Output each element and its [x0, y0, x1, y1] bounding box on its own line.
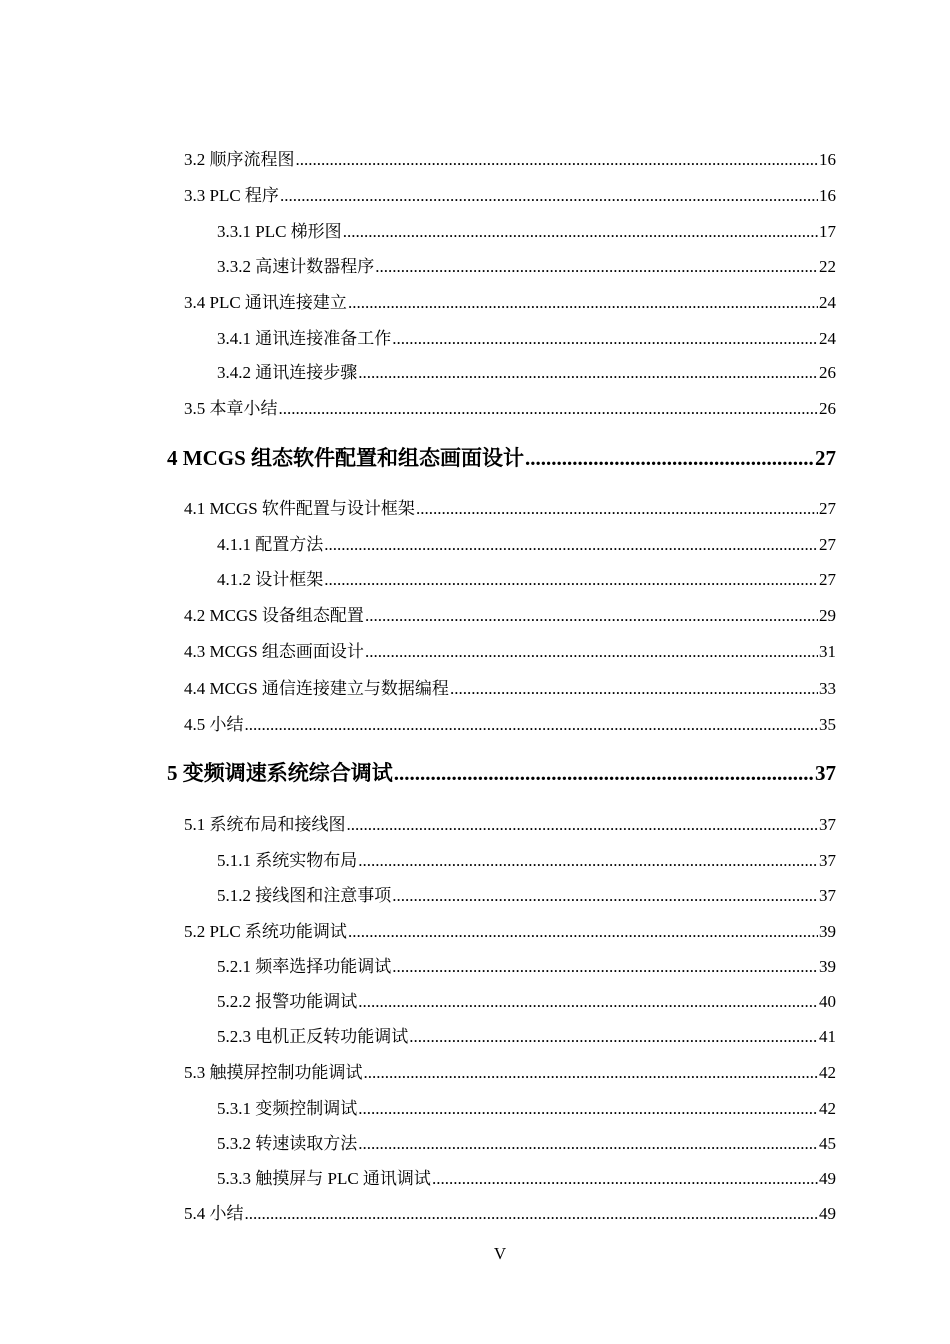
toc-entry-title: 4.2 MCGS 设备组态配置 — [184, 606, 364, 625]
toc-entry-title: 3.3 PLC 程序 — [184, 186, 279, 205]
toc-entry[interactable] — [184, 601, 836, 626]
toc-entry-title: 5.3.3 触摸屏与 PLC 通讯调试 — [217, 1169, 431, 1188]
toc-leader-dots — [450, 679, 818, 699]
toc-leader-dots — [392, 329, 818, 349]
toc-entry-title: 4.3 MCGS 组态画面设计 — [184, 642, 364, 661]
toc-entry-title: 3.4 PLC 通讯连接建立 — [184, 293, 347, 312]
toc-page-number: 16 — [819, 186, 836, 205]
toc-entry[interactable] — [217, 217, 836, 242]
toc-leader-dots — [358, 363, 818, 383]
toc-entry[interactable] — [217, 1164, 836, 1189]
toc-entry-title: 5.1.1 系统实物布局 — [217, 851, 358, 870]
toc-entry[interactable] — [217, 565, 836, 590]
toc-leader-dots — [279, 399, 819, 419]
toc-entry[interactable] — [217, 252, 836, 277]
toc-leader-dots — [358, 851, 818, 871]
toc-entry[interactable] — [217, 324, 836, 349]
toc-leader-dots — [525, 446, 814, 471]
toc-entry-title: 4.1.1 配置方法 — [217, 535, 324, 554]
toc-leader-dots — [348, 293, 818, 313]
toc-entry[interactable] — [184, 181, 836, 206]
toc-entry[interactable] — [217, 1129, 836, 1154]
toc-entry-title: 5.2 PLC 系统功能调试 — [184, 922, 347, 941]
toc-leader-dots — [358, 1099, 818, 1119]
toc-entry[interactable] — [217, 1094, 836, 1119]
toc-entry[interactable] — [184, 637, 836, 662]
toc-entry[interactable] — [184, 917, 836, 942]
toc-entry[interactable] — [217, 952, 836, 977]
toc-entry-title: 3.2 顺序流程图 — [184, 150, 295, 169]
toc-entry-title: 4 MCGS 组态软件配置和组态画面设计 — [167, 446, 524, 470]
toc-page-number: 41 — [819, 1027, 836, 1046]
toc-leader-dots — [365, 606, 818, 626]
toc-leader-dots — [364, 1063, 819, 1083]
toc-page-number: 27 — [819, 570, 836, 589]
toc-entry[interactable] — [184, 1058, 836, 1083]
toc-entry-title: 5.3.1 变频控制调试 — [217, 1099, 358, 1118]
toc-entry-title: 5.2.1 频率选择功能调试 — [217, 957, 392, 976]
toc-entry-title: 4.5 小结 — [184, 715, 244, 734]
toc-page-number: 33 — [819, 679, 836, 698]
toc-leader-dots — [245, 715, 819, 735]
toc-page-number: 17 — [819, 222, 836, 241]
toc-leader-dots — [375, 257, 818, 277]
toc-page-number: 45 — [819, 1134, 836, 1153]
toc-page-number: 24 — [819, 293, 836, 312]
toc-entry[interactable] — [184, 494, 836, 519]
toc-entry[interactable] — [184, 810, 836, 835]
toc-leader-dots — [432, 1169, 818, 1189]
toc-entry-title: 3.5 本章小结 — [184, 399, 278, 418]
toc-page-number: 37 — [819, 851, 836, 870]
toc-entry[interactable] — [184, 394, 836, 419]
toc-leader-dots — [392, 957, 818, 977]
toc-leader-dots — [343, 222, 818, 242]
toc-entry-title: 5 变频调速系统综合调试 — [167, 761, 393, 785]
toc-page-number: 42 — [819, 1063, 836, 1082]
toc-page-number: 26 — [819, 363, 836, 382]
toc-leader-dots — [416, 499, 818, 519]
toc-entry[interactable] — [217, 1022, 836, 1047]
toc-page-number: 24 — [819, 329, 836, 348]
toc-entry-title: 5.4 小结 — [184, 1204, 244, 1223]
toc-entry-title: 3.3.1 PLC 梯形图 — [217, 222, 342, 241]
toc-page-number: 27 — [819, 499, 836, 518]
toc-page-number: 49 — [819, 1169, 836, 1188]
toc-entry[interactable] — [184, 1199, 836, 1224]
toc-entry-title: 4.4 MCGS 通信连接建立与数据编程 — [184, 679, 449, 698]
toc-entry-title: 4.1 MCGS 软件配置与设计框架 — [184, 499, 415, 518]
toc-leader-dots — [358, 1134, 818, 1154]
page-footer-number: V — [493, 1244, 507, 1263]
toc-page-number: 16 — [819, 150, 836, 169]
toc-page-number: 37 — [815, 761, 836, 785]
toc-leader-dots — [348, 922, 818, 942]
toc-entry[interactable] — [184, 674, 836, 699]
toc-entry-title: 4.1.2 设计框架 — [217, 570, 324, 589]
toc-page-number: 40 — [819, 992, 836, 1011]
toc-leader-dots — [394, 761, 814, 786]
toc-entry-title: 5.2.3 电机正反转功能调试 — [217, 1027, 409, 1046]
toc-page-number: 35 — [819, 715, 836, 734]
toc-page-number: 37 — [819, 815, 836, 834]
toc-page-number: 39 — [819, 922, 836, 941]
toc-leader-dots — [409, 1027, 818, 1047]
toc-entry-title: 5.1 系统布局和接线图 — [184, 815, 346, 834]
toc-page-number: 37 — [819, 886, 836, 905]
toc-entry-title: 3.3.2 高速计数器程序 — [217, 257, 375, 276]
toc-page-number: 49 — [819, 1204, 836, 1223]
toc-entry-title: 5.1.2 接线图和注意事项 — [217, 886, 392, 905]
toc-entry-title: 5.3.2 转速读取方法 — [217, 1134, 358, 1153]
toc-entry-title: 3.4.1 通讯连接准备工作 — [217, 329, 392, 348]
toc-entry-title: 5.2.2 报警功能调试 — [217, 992, 358, 1011]
toc-page-number: 29 — [819, 606, 836, 625]
toc-page-number: 27 — [815, 446, 836, 470]
toc-page-number: 42 — [819, 1099, 836, 1118]
toc-entry-title: 5.3 触摸屏控制功能调试 — [184, 1063, 363, 1082]
toc-leader-dots — [296, 150, 819, 170]
toc-chapter-entry[interactable] — [167, 442, 836, 472]
toc-entry[interactable] — [217, 846, 836, 871]
toc-entry-title: 3.4.2 通讯连接步骤 — [217, 363, 358, 382]
toc-entry[interactable] — [217, 530, 836, 555]
toc-leader-dots — [365, 642, 818, 662]
toc-leader-dots — [324, 535, 818, 555]
toc-page-number: 31 — [819, 642, 836, 661]
toc-entry[interactable] — [217, 881, 836, 906]
toc-leader-dots — [280, 186, 818, 206]
toc-leader-dots — [358, 992, 818, 1012]
toc-page-number: 22 — [819, 257, 836, 276]
toc-page-number: 26 — [819, 399, 836, 418]
toc-chapter-entry[interactable] — [167, 757, 836, 787]
toc-leader-dots — [324, 570, 818, 590]
toc-entry[interactable] — [184, 288, 836, 313]
toc-entry[interactable] — [184, 145, 836, 170]
toc-leader-dots — [245, 1204, 819, 1224]
toc-entry[interactable] — [184, 710, 836, 735]
toc-entry[interactable] — [217, 358, 836, 383]
toc-leader-dots — [347, 815, 819, 835]
toc-page-number: 27 — [819, 535, 836, 554]
toc-page-number: 39 — [819, 957, 836, 976]
toc-entry[interactable] — [217, 987, 836, 1012]
toc-leader-dots — [392, 886, 818, 906]
